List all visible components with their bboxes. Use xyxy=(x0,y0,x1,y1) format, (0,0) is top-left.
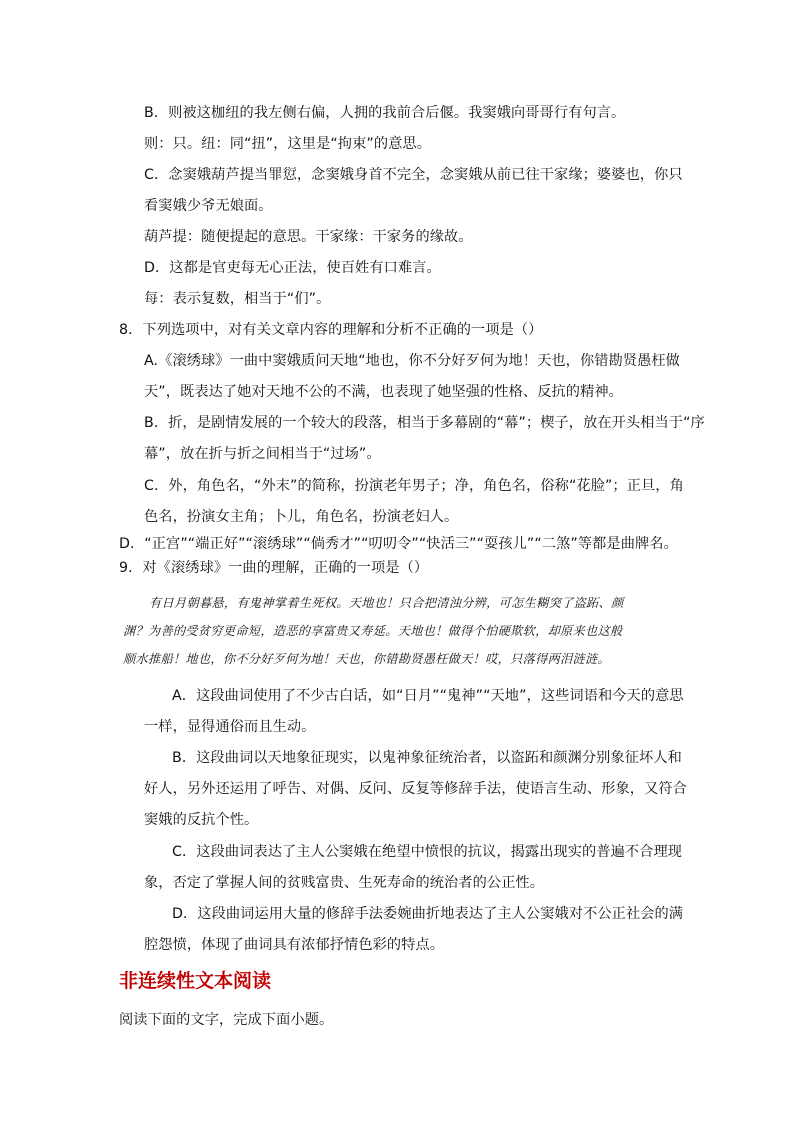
text-line: 窦娥的反抗个性。 xyxy=(144,812,259,828)
text-line: D．“正宫”“端正好”“滚绣球”“倘秀才”“叨叨令”“快活三”“耍孩儿”“二煞”等都是曲牌名。 xyxy=(119,536,678,552)
text-line: C．念窦娥葫芦提当罪愆，念窦娥身首不完全，念窦娥从前已往干家缘；婆婆也，你只 xyxy=(144,167,683,183)
text-line: 9．对《滚绣球》一曲的理解，正确的一项是（） xyxy=(119,560,429,576)
text-line: 葫芦提：随便提起的意思。干家缘：干家务的缘故。 xyxy=(144,229,473,245)
text-line: 一样，显得通俗而且生动。 xyxy=(144,719,316,735)
text-line: 腔怨愤，体现了曲词具有浓郁抒情色彩的特点。 xyxy=(144,937,445,953)
text-line: C．这段曲词表达了主人公窦娥在绝望中愤恨的抗议，揭露出现实的普遍不合理现 xyxy=(172,844,683,860)
text-line: B．这段曲词以天地象征现实，以鬼神象征统治者，以盗跖和颜渊分别象征坏人和 xyxy=(172,750,682,766)
quoted-verse-line: 顺水推船！地也，你不分好歹何为地！天也，你错勘贤愚枉做天！哎，只落得两泪涟涟。 xyxy=(123,652,611,666)
text-line: C．外，角色名，“外末”的简称，扮演老年男子；净，角色名，俗称“花脸”；正旦，角 xyxy=(144,478,684,494)
quoted-verse-line: 有日月朝暮悬，有鬼神掌着生死权。天地也！只合把清浊分辨，可怎生糊突了盗跖、颜 xyxy=(149,596,624,610)
text-line: B．折，是剧情发展的一个较大的段落，相当于多幕剧的“幕”；楔子，放在开头相当于“序 xyxy=(144,415,705,431)
text-line: B．则被这枷纽的我左侧右偏，人拥的我前合后偃。我窦娥向哥哥行有句言。 xyxy=(144,105,626,121)
text-line: 每：表示复数，相当于“们”。 xyxy=(144,291,331,307)
text-line: D．这段曲词运用大量的修辞手法委婉曲折地表达了主人公窦娥对不公正社会的满 xyxy=(172,906,684,922)
reading-instruction: 阅读下面的文字，完成下面小题。 xyxy=(119,1012,334,1028)
text-line: 8．下列选项中，对有关文章内容的理解和分析不正确的一项是（） xyxy=(119,322,543,338)
text-line: 则：只。纽：同“扭”，这里是“拘束”的意思。 xyxy=(144,136,431,152)
text-line: 象，否定了掌握人间的贫贱富贵、生死寿命的统治者的公正性。 xyxy=(144,875,545,891)
text-line: A.《滚绣球》一曲中窦娥质问天地“地也，你不分好歹何为地！天也，你错勘贤愚枉做 xyxy=(144,353,680,369)
section-heading: 非连续性文本阅读 xyxy=(119,970,272,992)
text-line: D．这都是官吏每无心正法，使百姓有口难言。 xyxy=(144,260,441,276)
text-line: A．这段曲词使用了不少古白话，如“日月”“鬼神”“天地”，这些词语和今天的意思 xyxy=(172,688,684,704)
quoted-verse-line: 渊？为善的受贫穷更命短，造恶的享富贵又寿延。天地也！做得个怕硬欺软，却原来也这般 xyxy=(123,624,623,638)
text-line: 天”，既表达了她对天地不公的不满，也表现了她坚强的性格、反抗的精神。 xyxy=(144,384,623,400)
text-line: 幕”，放在折与折之间相当于“过场”。 xyxy=(144,446,381,462)
text-line: 看窦娥少爷无娘面。 xyxy=(144,198,273,214)
text-line: 色名，扮演女主角；卜儿，角色名，扮演老妇人。 xyxy=(144,509,459,525)
text-line: 好人，另外还运用了呼告、对偶、反问、反复等修辞手法，使语言生动、形象，又符合 xyxy=(144,781,687,797)
